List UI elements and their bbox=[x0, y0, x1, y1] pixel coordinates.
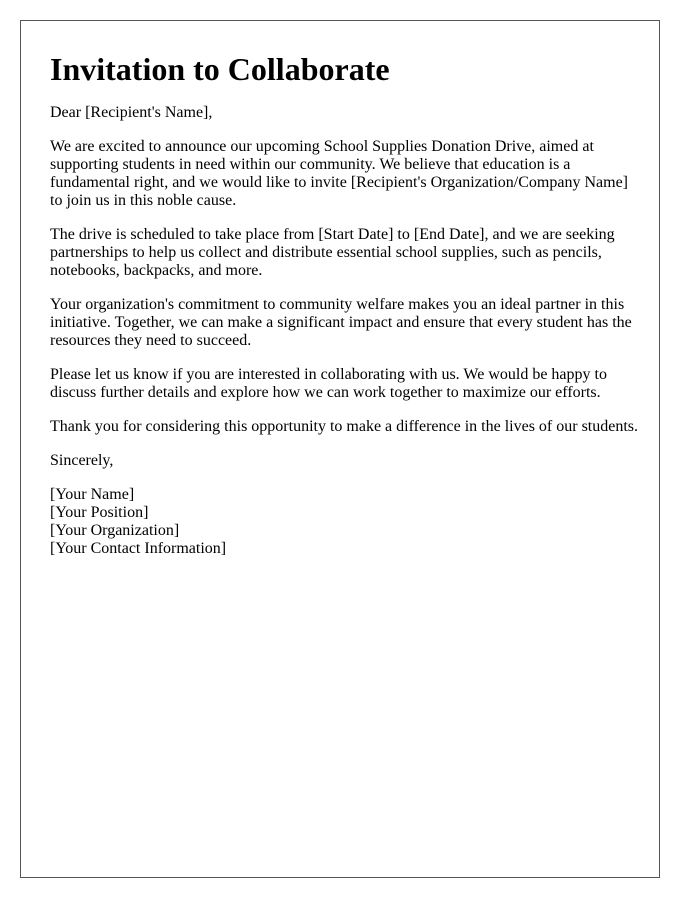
salutation: Dear [Recipient's Name], bbox=[50, 104, 213, 121]
letter-body bbox=[50, 51, 640, 558]
letter-page bbox=[20, 20, 660, 878]
paragraph-schedule: The drive is scheduled to take place from [Start Date] to [End Date], and we are seeking partnerships to help us collect and distribute essential school supplies, such as pencils, notebooks, backpacks, and more. bbox=[50, 226, 615, 279]
paragraph-announcement: We are excited to announce our upcoming School Supplies Donation Drive, aimed at supporting students in need within our community. We believe that education is a fundamental right, and we would like to invite [Recipient's Organization/Company Name] to join us in this noble cause. bbox=[50, 138, 628, 209]
letter-title: Invitation to Collaborate bbox=[50, 51, 390, 87]
paragraph-partnership: Your organization's commitment to community welfare makes you an ideal partner in this initiative. Together, we can make a significant impact and ensure that every student has the resources they need to succeed. bbox=[50, 296, 632, 349]
paragraph-thanks: Thank you for considering this opportunity to make a difference in the lives of our students. bbox=[50, 418, 639, 435]
signature-position: [Your Position] bbox=[50, 504, 149, 521]
paragraph-request: Please let us know if you are interested in collaborating with us. We would be happy to discuss further details and explore how we can work together to maximize our efforts. bbox=[50, 366, 607, 401]
signature-contact: [Your Contact Information] bbox=[50, 540, 227, 557]
signature-block bbox=[50, 486, 640, 558]
signature-organization: [Your Organization] bbox=[50, 522, 180, 539]
signature-name: [Your Name] bbox=[50, 486, 135, 503]
closing: Sincerely, bbox=[50, 452, 114, 469]
